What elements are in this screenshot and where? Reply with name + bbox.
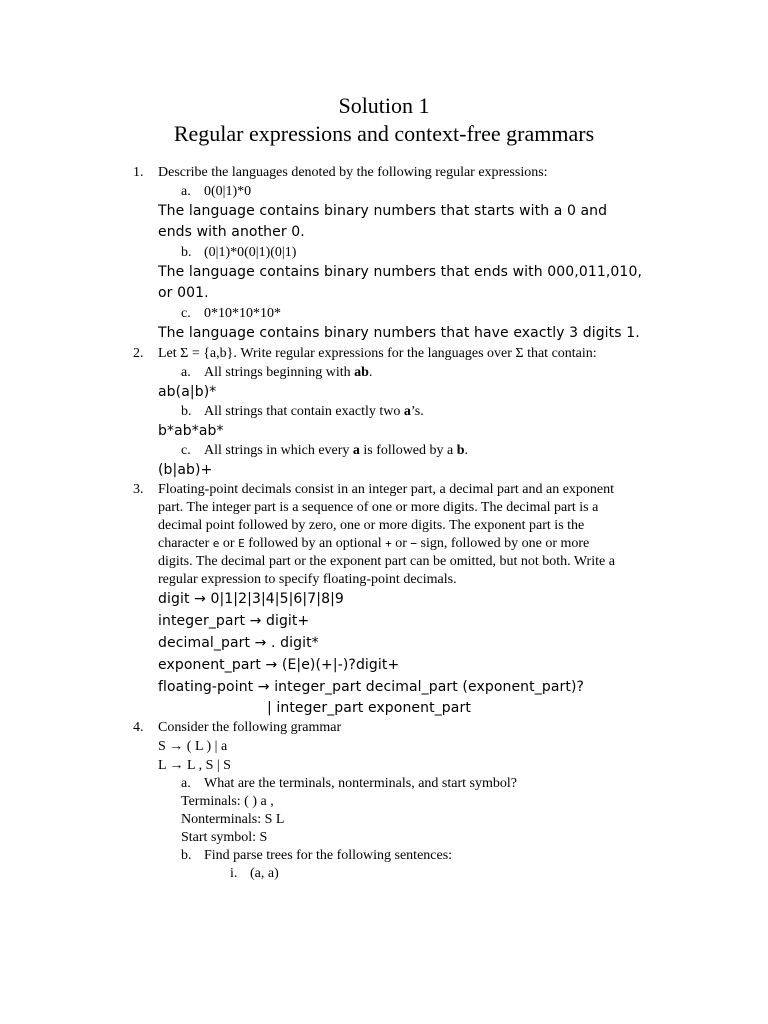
sigma-symbol: Σ: [180, 346, 189, 361]
q2-b-text: All strings that contain exactly two a’s.: [204, 404, 424, 419]
q3-line6: regular expression to specify floating-point decimals.: [158, 572, 457, 587]
q1-a-label: a.: [181, 184, 191, 199]
q4-b-text: Find parse trees for the following sentences:: [204, 848, 453, 863]
q2-b-answer: b*ab*ab*: [158, 423, 224, 439]
q1-a-expression: 0(0|1)*0: [204, 184, 252, 199]
q3-rule-floating-point-alt: | integer_part exponent_part: [267, 700, 471, 716]
q3-line2: part. The integer part is a sequence of one or more digits. The decimal part is a: [158, 500, 599, 515]
q3-rule-integer-part: integer_part → digit+: [158, 613, 310, 629]
q3-line5: digits. The decimal part or the exponent part can be omitted, but not both. Write a: [158, 554, 615, 569]
q3-line1: Floating-point decimals consist in an integer part, a decimal part and an exponent: [158, 482, 615, 497]
q1-number: 1.: [133, 165, 144, 180]
q3-rule-decimal-part: decimal_part → . digit*: [158, 635, 319, 651]
q2-number: 2.: [133, 346, 144, 361]
q4-terminals: Terminals: ( ) a ,: [181, 794, 274, 809]
page-subtitle: Regular expressions and context-free grammars: [173, 121, 595, 146]
q2-b-label: b.: [181, 404, 192, 419]
q1-a-answer-line2: ends with another 0.: [158, 224, 305, 240]
q1-b-answer-line1: The language contains binary numbers that ends with 000,011,010,: [158, 264, 642, 280]
q3-line4: character e or E followed by an optional + or − sign, followed by one or more: [158, 536, 590, 551]
q1-a-answer-line1: The language contains binary numbers that starts with a 0 and: [158, 203, 608, 219]
q3-line3: decimal point followed by zero, one or more digits. The exponent part is the: [158, 518, 585, 533]
q4-a-label: a.: [181, 776, 191, 791]
q3-number: 3.: [133, 482, 144, 497]
q2-c-label: c.: [181, 443, 191, 458]
q4-b-label: b.: [181, 848, 192, 863]
q2-text: Let Σ = {a,b}. Write regular expressions for the languages over Σ that contain:: [158, 346, 597, 361]
q2-a-text: All strings beginning with ab.: [204, 365, 373, 380]
q2-a-label: a.: [181, 365, 191, 380]
q1-c-answer: The language contains binary numbers that have exactly 3 digits 1.: [158, 325, 640, 341]
q4-nonterminals: Nonterminals: S L: [181, 812, 285, 827]
q2-a-answer: ab(a|b)*: [158, 384, 217, 400]
q4-grammar-rule-l: L → L , S | S: [158, 758, 231, 773]
q1-b-answer-line2: or 001.: [158, 285, 209, 301]
q4-grammar-rule-s: S → ( L ) | a: [158, 739, 228, 754]
q4-a-text: What are the terminals, nonterminals, and start symbol?: [204, 776, 517, 791]
q4-i-label: i.: [230, 866, 238, 881]
q3-rule-exponent-part: exponent_part → (E|e)(+|-)?digit+: [158, 657, 400, 673]
q1-c-expression: 0*10*10*10*: [204, 306, 281, 321]
q4-number: 4.: [133, 720, 144, 735]
q1-b-label: b.: [181, 245, 192, 260]
q1-text: Describe the languages denoted by the following regular expressions:: [158, 165, 548, 180]
q4-start-symbol: Start symbol: S: [181, 830, 268, 845]
q1-b-expression: (0|1)*0(0|1)(0|1): [204, 245, 297, 260]
q4-i-text: (a, a): [250, 866, 279, 881]
sigma-symbol: Σ: [515, 346, 524, 361]
q4-text: Consider the following grammar: [158, 720, 342, 735]
page-title: Solution 1: [338, 93, 430, 118]
q1-c-label: c.: [181, 306, 191, 321]
q3-rule-digit: digit → 0|1|2|3|4|5|6|7|8|9: [158, 591, 344, 607]
q2-c-text: All strings in which every a is followed by a b.: [204, 443, 469, 458]
q2-c-answer: (b|ab)+: [158, 462, 213, 478]
q3-rule-floating-point: floating-point → integer_part decimal_part (exponent_part)?: [158, 679, 585, 695]
